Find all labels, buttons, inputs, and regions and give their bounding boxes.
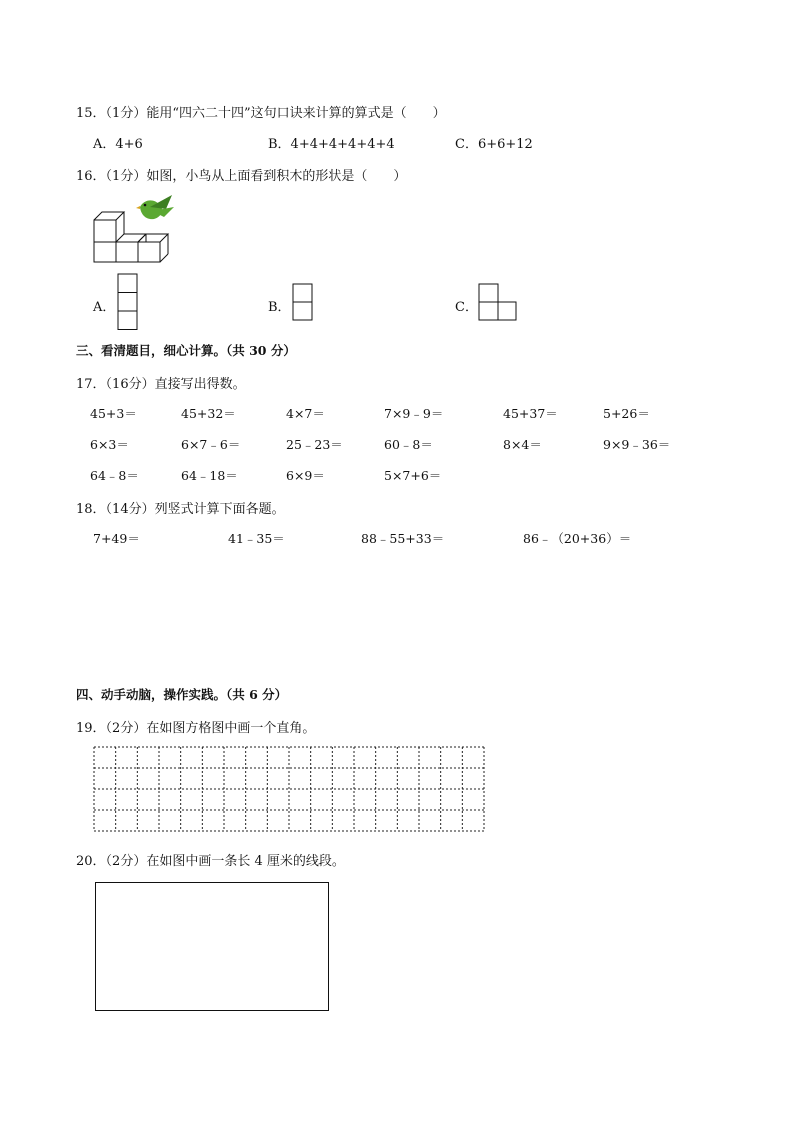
q17-item: 6×9＝ <box>286 468 325 483</box>
q17-text: 17．（16分）直接写出得数。 <box>76 377 246 392</box>
option-c-shape[interactable] <box>478 283 518 323</box>
q17-item: 8×4＝ <box>503 437 542 452</box>
q18-item: 41﹣35＝ <box>228 531 285 546</box>
q17-item: 5+26＝ <box>603 406 650 421</box>
q17-item: 64﹣18＝ <box>181 468 238 483</box>
q16-option-a-label[interactable]: A． <box>93 300 116 315</box>
q17-item: 25﹣23＝ <box>286 437 343 452</box>
drawing-box[interactable] <box>95 882 329 1011</box>
option-b-shape[interactable] <box>292 283 314 323</box>
q17-item: 4×7＝ <box>286 406 325 421</box>
q17-item: 60﹣8＝ <box>384 437 433 452</box>
option-a-shape[interactable] <box>117 273 139 331</box>
q15-option-a[interactable]: A．4+6 <box>93 137 143 152</box>
q19-text: 19．（2分）在如图方格图中画一个直角。 <box>76 721 316 736</box>
q17-item: 45+3＝ <box>90 406 137 421</box>
section-3-title: 三、看清题目，细心计算。（共 30 分） <box>76 343 296 358</box>
q20-text: 20．（2分）在如图中画一条长 4 厘米的线段。 <box>76 854 345 869</box>
q18-item: 88﹣55+33＝ <box>361 531 445 546</box>
q17-item: 64﹣8＝ <box>90 468 139 483</box>
q16-option-c-label[interactable]: C． <box>455 300 478 315</box>
q17-item: 7×9﹣9＝ <box>384 406 444 421</box>
q15-option-b[interactable]: B．4+4+4+4+4+4 <box>268 137 395 152</box>
q17-item: 6×7﹣6＝ <box>181 437 241 452</box>
q17-item: 45+37＝ <box>503 406 558 421</box>
q15-text: 15．（1分）能用“四六二十四”这句口诀来计算的算式是（ ） <box>76 106 446 121</box>
q16-text: 16．（1分）如图，小鸟从上面看到积木的形状是（ ） <box>76 169 407 184</box>
section-4-title: 四、动手动脑，操作实践。（共 6 分） <box>76 687 288 702</box>
q16-option-b-label[interactable]: B． <box>268 300 291 315</box>
q17-item: 45+32＝ <box>181 406 236 421</box>
q18-item: 7+49＝ <box>93 531 140 546</box>
q17-item: 9×9﹣36＝ <box>603 437 671 452</box>
q17-item: 6×3＝ <box>90 437 129 452</box>
q17-item: 5×7+6＝ <box>384 468 442 483</box>
q15-option-c[interactable]: C．6+6+12 <box>455 137 533 152</box>
q18-text: 18．（14分）列竖式计算下面各题。 <box>76 502 285 517</box>
dashed-grid[interactable] <box>93 746 487 834</box>
q18-item: 86﹣（20+36）＝ <box>523 531 632 546</box>
bird-icon <box>136 193 176 225</box>
